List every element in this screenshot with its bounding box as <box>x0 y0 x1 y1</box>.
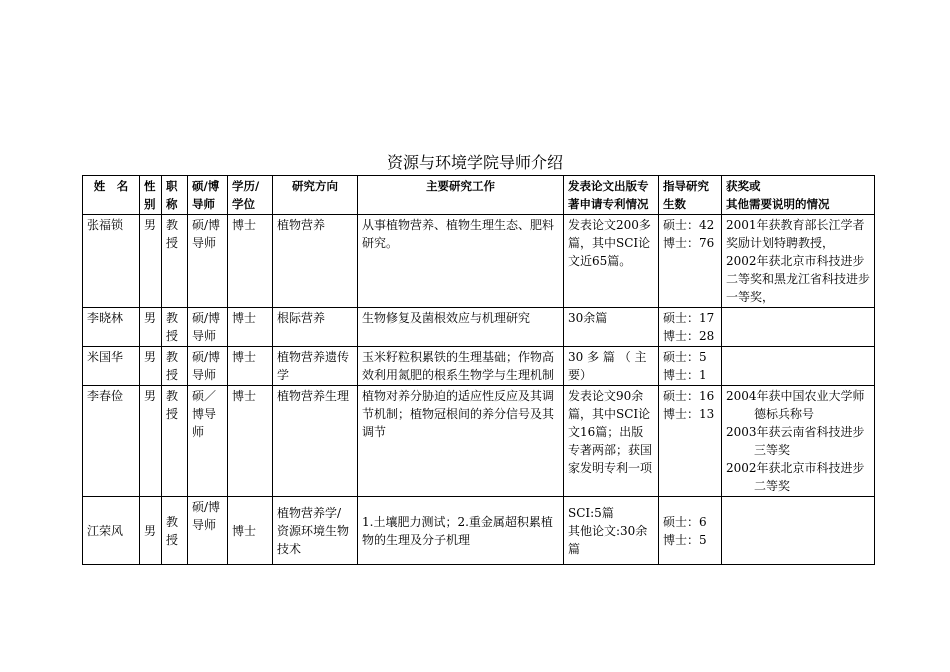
cell-title: 教授 <box>162 215 188 308</box>
cell-students <box>659 308 722 347</box>
cell-title: 教授 <box>162 347 188 386</box>
table-row <box>83 347 875 386</box>
cell-direction: 根际营养 <box>273 308 358 347</box>
students-master: 硕士：5 <box>663 350 707 364</box>
students-master: 硕士：17 <box>663 311 715 325</box>
award-line-cont: 二等奖 <box>754 479 791 493</box>
cell-title: 教授 <box>162 497 188 565</box>
cell-work: 从事植物营养、植物生理生态、肥料研究。 <box>358 215 564 308</box>
cell-gender: 男 <box>140 347 162 386</box>
papers-other: 其他论文:30余篇 <box>568 523 648 556</box>
award-line: 2001年获教育部长江学者奖励计划特聘教授， <box>726 218 865 250</box>
table-row <box>83 497 875 565</box>
award-line: 2003年获云南省科技进步 <box>726 425 865 439</box>
header-students: 指导研究生数 <box>659 176 722 215</box>
students-master: 硕士：6 <box>663 514 707 529</box>
header-degree: 学历/学位 <box>228 176 273 215</box>
cell-name: 张福锁 <box>83 215 140 308</box>
cell-type: 硕/博导师 <box>188 215 228 308</box>
cell-awards <box>722 497 875 565</box>
cell-type: 硕/博导师 <box>188 497 228 565</box>
cell-type: 硕／博导师 <box>188 386 228 497</box>
award-line-cont: 德标兵称号 <box>754 407 815 421</box>
cell-gender: 男 <box>140 215 162 308</box>
cell-title: 教授 <box>162 386 188 497</box>
page-title: 资源与环境学院导师介绍 <box>386 153 563 172</box>
header-row <box>83 176 875 215</box>
students-doctor: 博士：76 <box>663 236 715 250</box>
cell-work: 生物修复及菌根效应与机理研究 <box>358 308 564 347</box>
cell-name: 米国华 <box>83 347 140 386</box>
header-direction: 研究方向 <box>273 176 358 215</box>
cell-degree: 博士 <box>228 308 273 347</box>
cell-type: 硕/博导师 <box>188 347 228 386</box>
header-awards-line1: 获奖或 <box>726 179 761 193</box>
header-type: 硕/博导师 <box>188 176 228 215</box>
cell-type: 硕/博导师 <box>188 308 228 347</box>
award-line-cont: 三等奖 <box>754 443 791 457</box>
cell-name: 李晓林 <box>83 308 140 347</box>
cell-degree: 博士 <box>228 497 273 565</box>
students-master: 硕士：16 <box>663 389 715 403</box>
cell-students <box>659 215 722 308</box>
cell-direction: 植物营养学/资源环境生物技术 <box>273 497 358 565</box>
cell-direction: 植物营养生理 <box>273 386 358 497</box>
students-doctor: 博士：1 <box>663 368 707 382</box>
students-master: 硕士：42 <box>663 218 715 232</box>
cell-papers: 30余篇 <box>564 308 659 347</box>
award-line: 2002年获北京市科技进步二等奖和黑龙江省科技进步一等奖， <box>726 254 871 304</box>
header-awards <box>722 176 875 215</box>
cell-awards <box>722 215 875 308</box>
cell-direction: 植物营养 <box>273 215 358 308</box>
cell-papers: 30 多 篇 （ 主要） <box>564 347 659 386</box>
cell-students <box>659 386 722 497</box>
cell-title: 教授 <box>162 308 188 347</box>
students-doctor: 博士：13 <box>663 407 715 421</box>
cell-gender: 男 <box>140 497 162 565</box>
students-doctor: 博士：5 <box>663 532 707 547</box>
cell-papers: 发表论文90余篇，其中SCI论文16篇；出版专著两部；获国家发明专利一项 <box>564 386 659 497</box>
cell-name: 李春俭 <box>83 386 140 497</box>
cell-students <box>659 497 722 565</box>
header-name: 姓 名 <box>83 176 140 215</box>
cell-students <box>659 347 722 386</box>
award-line: 2002年获北京市科技进步 <box>726 461 865 475</box>
header-work: 主要研究工作 <box>358 176 564 215</box>
students-doctor: 博士：28 <box>663 329 715 343</box>
cell-gender: 男 <box>140 308 162 347</box>
advisor-table <box>82 175 875 565</box>
cell-work: 植物对养分胁迫的适应性反应及其调节机制；植物冠根间的养分信号及其调节 <box>358 386 564 497</box>
table-row <box>83 308 875 347</box>
table-row <box>83 386 875 497</box>
cell-awards <box>722 386 875 497</box>
cell-direction: 植物营养遗传学 <box>273 347 358 386</box>
cell-awards <box>722 347 875 386</box>
papers-sci: SCI:5篇 <box>568 505 614 520</box>
cell-work: 玉米籽粒积累铁的生理基础；作物高效利用氮肥的根系生物学与生理机制 <box>358 347 564 386</box>
cell-awards <box>722 308 875 347</box>
cell-degree: 博士 <box>228 386 273 497</box>
cell-papers <box>564 497 659 565</box>
cell-papers: 发表论文200多篇，其中SCI论文近65篇。 <box>564 215 659 308</box>
header-awards-line2: 其他需要说明的情况 <box>726 197 830 211</box>
cell-work: 1.土壤肥力测试；2.重金属超积累植物的生理及分子机理 <box>358 497 564 565</box>
header-title: 职称 <box>162 176 188 215</box>
header-gender: 性别 <box>140 176 162 215</box>
cell-degree: 博士 <box>228 347 273 386</box>
table-row <box>83 215 875 308</box>
award-line: 2004年获中国农业大学师 <box>726 389 865 403</box>
header-papers: 发表论文出版专著申请专利情况 <box>564 176 659 215</box>
cell-gender: 男 <box>140 386 162 497</box>
cell-degree: 博士 <box>228 215 273 308</box>
cell-name: 江荣风 <box>83 497 140 565</box>
